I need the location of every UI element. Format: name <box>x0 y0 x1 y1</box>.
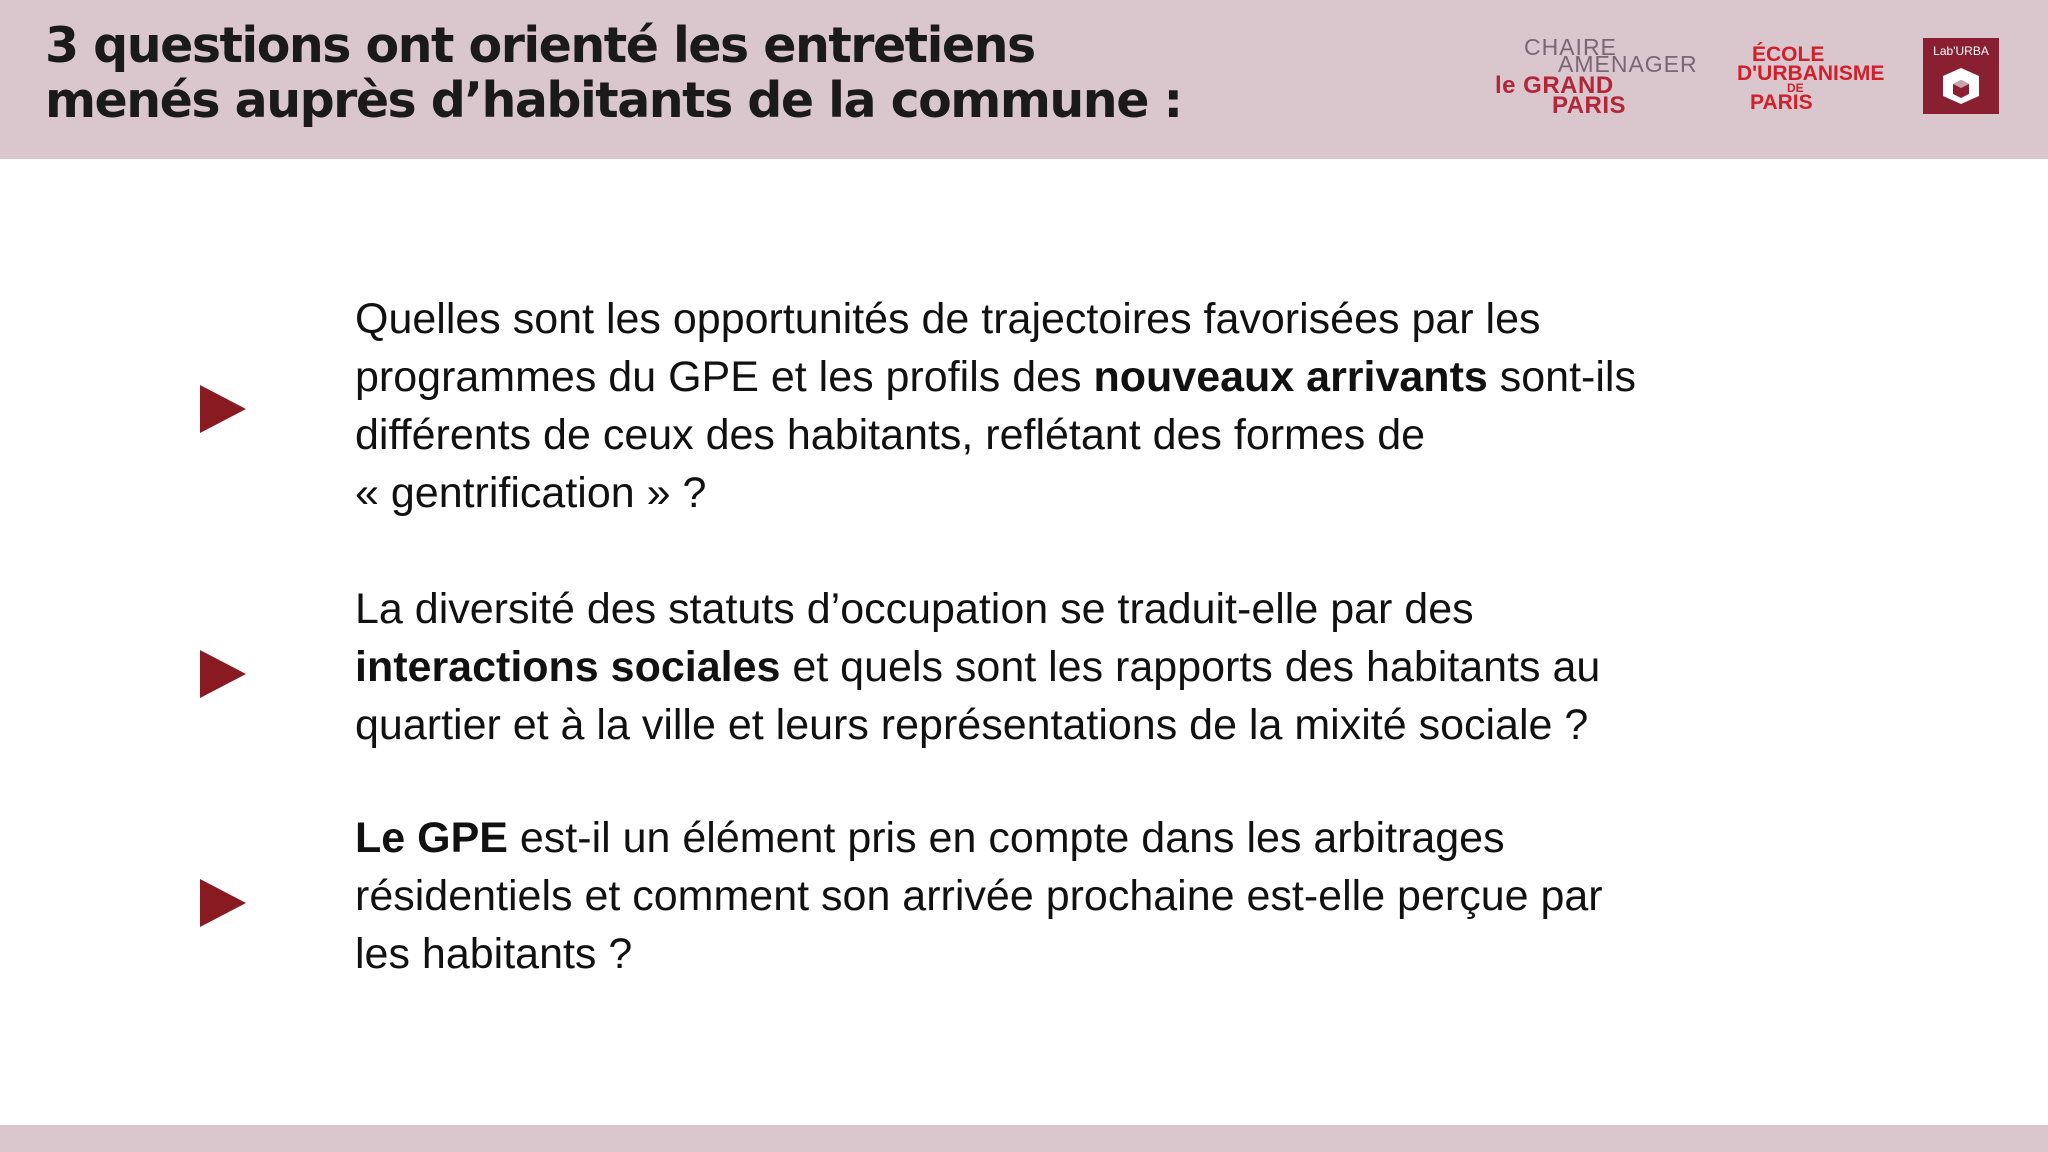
laburba-cube-icon <box>1939 62 1983 106</box>
chaire-logo-line-4: PARIS <box>1552 92 1627 119</box>
play-triangle-icon <box>200 650 246 698</box>
slide-title-line-1: 3 questions ont orienté les entretiens <box>45 17 1035 74</box>
question-3-text: Le GPE est-il un élément pris en compte dans les arbitrages résidentiels et comment son arrivée prochaine est-elle perçue par les habitants ? <box>355 814 1603 978</box>
slide-title <box>45 18 1182 128</box>
chaire-logo-line-2: AMENAGER <box>1558 51 1698 77</box>
laburba-logo-label: Lab'URBA <box>1933 44 1989 58</box>
laburba-logo <box>1923 38 1999 114</box>
emphasis-nouveaux-arrivants: nouveaux arrivants <box>1093 353 1488 401</box>
chaire-logo-line-3: le GRAND <box>1495 72 1614 99</box>
play-triangle-icon <box>200 385 246 433</box>
footer-band <box>0 1125 2048 1152</box>
eup-logo-line-4: PARIS <box>1750 91 1813 114</box>
ecole-urbanisme-paris-logo <box>1735 44 1885 118</box>
eup-logo-line-3: DE <box>1787 81 1804 95</box>
emphasis-le-gpe: Le GPE <box>355 814 508 862</box>
eup-logo-line-2: D'URBANISME <box>1737 62 1885 85</box>
question-1-text: Quelles sont les opportunités de trajectoires favorisées par les programmes du GPE et les profils des nouveaux arrivants sont-ils différents de ceux des habitants, reflétant des formes de « gentrification » ? <box>355 295 1636 517</box>
chaire-logo-line-1: CHAIRE <box>1524 34 1617 60</box>
play-triangle-icon <box>200 879 246 927</box>
question-2-text: La diversité des statuts d’occupation se traduit-elle par des interactions sociales et quels sont les rapports des habitants au quartier et à la ville et leurs représentations de la mixité sociale ? <box>355 585 1601 749</box>
chaire-amenager-grand-paris-logo <box>1490 34 1705 120</box>
slide-title-line-2: menés auprès d’habitants de la commune : <box>45 72 1182 129</box>
eup-logo-line-1: ÉCOLE <box>1752 43 1825 66</box>
emphasis-interactions-sociales: interactions sociales <box>355 643 781 691</box>
header-band <box>0 0 2048 159</box>
